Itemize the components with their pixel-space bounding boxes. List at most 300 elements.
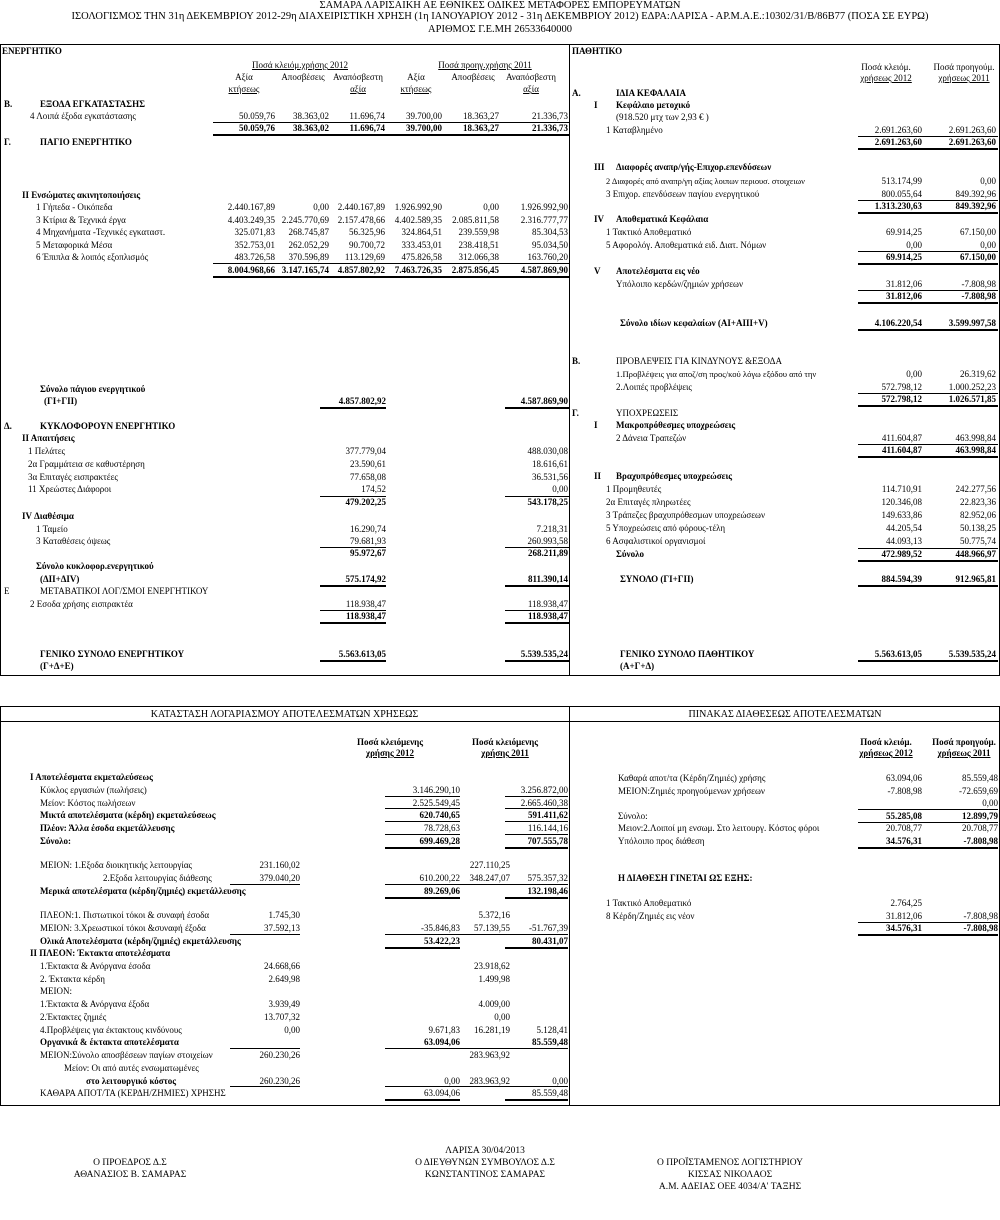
fixed-total-label: Σύνολο πάγιου ενεργητικού [40, 384, 146, 394]
income-value-cell: 63.094,06 [424, 1037, 460, 1047]
income-rule [505, 1099, 568, 1101]
value-cell: -7.808,98 [961, 279, 996, 289]
income-value-cell: -51.767,39 [529, 923, 568, 933]
income-row-label: 2.Έκτακτες ζημιές [40, 1012, 107, 1022]
total-rule [320, 660, 386, 662]
income-value-cell: 78.728,63 [424, 823, 460, 833]
column-subheader: κτήσεως [400, 84, 432, 94]
income-value-cell: 132.198,46 [527, 886, 568, 896]
dist-2011-header: χρήσεως 2011 [937, 748, 991, 758]
income-2012-header: Ποσά κλειόμενης [356, 737, 424, 747]
value-cell: 324.864,51 [401, 227, 442, 238]
income-value-cell: 37.592,13 [264, 923, 300, 933]
dist-rule [858, 847, 998, 849]
income-value-cell: 707.555,78 [527, 836, 568, 846]
value-cell: 16.290,74 [350, 524, 386, 534]
row-label: 1 Προμηθευτές [606, 484, 662, 494]
section-code: Α. [572, 88, 581, 98]
section-code: Β. [572, 356, 581, 366]
dist-value-cell: 20.708,77 [962, 823, 998, 833]
fixed-total-label: (ΓΙ+ΓΙΙ) [44, 396, 78, 406]
results-divider [569, 706, 570, 1106]
value-cell: 1.026.571,85 [948, 394, 996, 404]
income-row-label: Ολικά Αποτελέσματα (κέρδη/ζημιές) εκμετάλλευσης [40, 936, 241, 946]
income-row-label: στο λειτουργικό κόστος [86, 1076, 177, 1086]
total-rule [505, 585, 569, 587]
row-label: 4 Λοιπά έξοδα εγκατάστασης [30, 111, 136, 121]
registry-number: ΑΡΙΘΜΟΣ Γ.Ε.ΜΗ 26533640000 [428, 24, 572, 35]
column-subheader: Αναπόσβεστη [505, 72, 557, 82]
income-value-cell: 53.422,23 [424, 936, 460, 946]
distribution-table-title: ΠΙΝΑΚΑΣ ΔΙΑΘΕΣΕΩΣ ΑΠΟΤΕΛΕΣΜΑΤΩΝ [688, 709, 882, 720]
income-rule [385, 934, 460, 935]
value-cell: 377.779,04 [345, 446, 386, 456]
dist-row-label: Μειον:2.Λοιποί μη ενσωμ. Στο λειτουργ. Κόστος φόροι [618, 823, 820, 833]
value-cell: 39.700,00 [406, 111, 442, 121]
income-row-label: Πλέον: Άλλα έσοδα εκμετάλλευσης [40, 823, 175, 833]
column-subheader: Αξία [407, 72, 425, 82]
income-row-label: ΙΙ ΠΛΕΟΝ: Έκτακτα αποτελέσματα [30, 948, 171, 958]
value-cell: 85.304,53 [532, 227, 568, 238]
value-cell: 1.000.252,23 [948, 382, 996, 392]
grand-total-label: (Α+Γ+Δ) [620, 661, 655, 671]
value-cell: 82.952,06 [960, 510, 996, 520]
subtotal-rule [213, 263, 569, 264]
value-cell: 463.998,84 [955, 433, 996, 443]
total-rule [858, 405, 998, 407]
income-rule [385, 834, 460, 835]
income-row-label: Μείον: Κόστος πωλήσεων [40, 798, 136, 808]
income-value-cell: -35.846,83 [421, 923, 460, 933]
value-cell: 800.055,64 [881, 189, 922, 199]
income-row-label: ΚΑΘΑΡΑ ΑΠΟΤ/ΤΑ (ΚΕΡΔΗ/ΖΗΜΙΕΣ) ΧΡΗΣΗΣ [40, 1088, 226, 1098]
liab-2011-header: Ποσά προηγούμ. [933, 62, 995, 72]
value-cell: 77.658,08 [350, 471, 386, 482]
income-row-label: 4.Προβλέψεις για έκτακτους κινδύνους [40, 1025, 182, 1035]
value-cell: 18.363,27 [463, 111, 499, 121]
value-cell: 448.966,97 [955, 549, 996, 559]
value-cell: 370.596,89 [288, 252, 329, 263]
income-value-cell: 699.469,28 [419, 836, 460, 846]
row-label: 2α Επιταγές πληρωτέες [606, 497, 691, 507]
value-cell: 0,00 [483, 202, 499, 212]
value-cell: 11.696,74 [349, 111, 385, 121]
income-value-cell: 283.963,92 [469, 1076, 510, 1086]
value-cell: 56.325,96 [349, 227, 385, 238]
dist-row-label: Υπόλοιπο προς διάθεση [618, 836, 705, 846]
value-cell: 352.753,01 [234, 239, 275, 250]
income-value-cell: 89.269,06 [424, 886, 460, 896]
income-rule [505, 847, 568, 849]
income-rule [230, 1048, 300, 1049]
subtotal-2011: 543.178,25 [527, 497, 568, 507]
value-cell: 4.587.869,90 [520, 265, 568, 275]
value-cell: 463.998,84 [955, 445, 996, 455]
value-cell: 163.760,20 [527, 252, 568, 263]
income-rule [385, 1048, 460, 1049]
value-cell: 572.798,12 [881, 394, 922, 404]
income-row-label: Κύκλος εργασιών (πωλήσεις) [40, 785, 147, 795]
column-subheader: Αναπόσβεστη [332, 72, 384, 82]
income-row-label: 2. Έκτακτα κέρδη [40, 974, 105, 984]
value-cell: 849.392,96 [955, 189, 996, 199]
liab-2011-header: χρήσεως 2011 [938, 73, 990, 83]
value-cell: 884.594,39 [881, 574, 922, 584]
value-cell: 0,00 [980, 240, 996, 250]
value-cell: 38.363,02 [293, 123, 329, 133]
dist-value-cell: 85.559,48 [962, 773, 998, 783]
president-role: Ο ΠΡΟΕΔΡΟΣ Δ.Σ [93, 1158, 167, 1168]
value-cell: 1.926.992,90 [520, 202, 568, 212]
dist-value-cell: -7.808,98 [963, 911, 998, 921]
income-row-label: ΜΕΙΟΝ: 1.Εξοδα διοικητικής λειτουργίας [40, 860, 193, 870]
income-value-cell: 4.009,00 [478, 999, 510, 1009]
total-rule [858, 148, 998, 150]
value-cell: 50.138,25 [960, 523, 996, 533]
row-label: 3 Καταθέσεις όψεως [36, 536, 111, 546]
income-rule [385, 947, 460, 949]
grand-total-label: ΓΕΝΙΚΟ ΣΥΝΟΛΟ ΠΑΘΗΤΙΚΟΥ [620, 649, 755, 659]
income-value-cell: 348.247,07 [469, 873, 510, 883]
total-rule [858, 263, 998, 265]
row-label: 5 Υποχρεώσεις από φόρους-τέλη [606, 523, 726, 533]
value-cell: 21.336,73 [532, 111, 568, 121]
row-label: 2.Λοιπές προβλέψεις [616, 382, 692, 392]
value-cell: 5.563.613,05 [874, 649, 922, 659]
subsection-code: ΙV [594, 214, 605, 224]
column-subheader: αξία [523, 84, 539, 94]
income-rule [505, 897, 568, 899]
dist-2012-header: χρήσεως 2012 [859, 748, 913, 758]
income-row-label: Οργανικά & έκτακτα αποτελέσματα [40, 1037, 179, 1047]
income-2011-header: Ποσά κλειόμενης [471, 737, 539, 747]
ceo-role: Ο ΔΙΕΥΘΥΝΩΝ ΣΥΜΒΟΥΛΟΣ Δ.Σ [415, 1158, 555, 1168]
row-label: 11 Χρεώστες Διάφοροι [28, 484, 112, 495]
income-value-cell: 379.040,20 [259, 873, 300, 883]
row-label: 2α Γραμμάτεια σε καθυστέρηση [28, 458, 145, 469]
subtotal-2012: 479.202,25 [345, 497, 386, 507]
subsection-label: Βραχυπρόθεσμες υποχρεώσεις [616, 471, 733, 481]
liab-2012-header: Ποσά κλειόμ. [861, 62, 911, 72]
value-cell: 44.205,54 [886, 523, 922, 533]
value-cell: 44.093,13 [886, 536, 922, 546]
income-row-label: ΜΕΙΟΝ: 3.Χρεωστικοί τόκοι &συναφή έξοδα [40, 923, 206, 933]
value-cell: 11.696,74 [349, 123, 385, 133]
income-rule [505, 821, 568, 822]
column-subheader: κτήσεως [228, 84, 260, 94]
equity-total-label: Σύνολο ιδίων κεφαλαίων (ΑΙ+ΑΙΙΙ+V) [620, 318, 768, 328]
income-2011-header: χρήσης 2011 [481, 748, 529, 758]
value-cell: 114.710,91 [881, 484, 922, 494]
total-rule [320, 622, 386, 624]
value-cell: 849.392,96 [955, 201, 996, 211]
income-row-label: Μερικά αποτελέσματα (κέρδη/ζημιές) εκμετάλλευσης [40, 886, 246, 896]
assets-2011-header: Ποσά προηγ.χρήσης 2011 [438, 60, 532, 70]
column-subheader: Αξία [235, 72, 253, 82]
row-label: 6 Ασφαλιστικοί οργανισμοί [606, 536, 706, 546]
subsection-code: ΙΙΙ [594, 162, 605, 172]
value-cell: 113.129,69 [344, 252, 385, 263]
subtotal-label: Σύνολο [616, 549, 644, 559]
income-value-cell: 0,00 [494, 1012, 510, 1022]
grand-total-2012: 5.563.613,05 [338, 649, 386, 659]
dist-value-cell: -72.659,69 [959, 786, 998, 796]
section-code: Γ. [572, 408, 579, 418]
row-label: 2 Διαφορές από αναπρ/γη αξίας λοιπων περιουσ. στοιχειων [606, 177, 805, 186]
grand-total-2011: 5.539.535,24 [520, 649, 568, 659]
income-rule [230, 884, 300, 885]
dist-value-cell: -7.808,98 [887, 786, 922, 796]
current-total-2011: 811.390,14 [527, 574, 568, 584]
section-code: Δ. [4, 421, 12, 431]
value-cell: 120.346,08 [881, 497, 922, 507]
income-rule [455, 1086, 510, 1087]
income-rule [505, 834, 568, 835]
row-label: 3α Επιταγές εισπρακτέες [28, 471, 118, 482]
value-cell: 1.926.992,90 [394, 202, 442, 212]
row-label: 1 Πελάτες [28, 446, 66, 456]
row-label: 1 Ταμείο [36, 524, 68, 534]
subsection-label: Αποθεματικά Κεφάλαια [616, 214, 709, 224]
dist-rule [858, 822, 998, 823]
subsection-label: ΙΙ Απαιτήσεις [22, 433, 75, 443]
subsection-code: Ι [594, 100, 598, 110]
assets-2012-header: Ποσά κλειόμ.χρήσης 2012 [251, 60, 349, 70]
section-code: Ε [4, 586, 10, 596]
dist-row-label: Καθαρά αποτ/τα (Κέρδη/Ζημιές) χρήσης [618, 773, 766, 783]
value-cell: 268.745,87 [288, 227, 329, 238]
income-rule [385, 847, 460, 849]
income-rule [385, 1099, 460, 1101]
total-rule [505, 407, 569, 409]
value-cell: 174,52 [361, 484, 386, 495]
value-cell: 69.914,25 [886, 227, 922, 237]
income-value-cell: 23.918,62 [474, 961, 510, 971]
income-rule [505, 884, 568, 885]
dist-rule [858, 934, 998, 936]
value-cell: 333.453,01 [401, 239, 442, 250]
income-value-cell: 0,00 [444, 1076, 460, 1086]
current-total-2012: 575.174,92 [345, 574, 386, 584]
dist-value-cell: 34.576,31 [886, 836, 922, 846]
total-rule [858, 302, 998, 304]
dist-2012-header: Ποσά κλειόμ. [860, 737, 912, 747]
value-cell: 21.336,73 [532, 123, 568, 133]
total-rule [858, 560, 998, 562]
value-cell: 4.857.802,92 [337, 265, 385, 275]
dist-value-cell: 12.899,79 [962, 811, 998, 821]
value-cell: 2.085.811,58 [452, 214, 499, 225]
income-value-cell: 13.707,32 [264, 1012, 300, 1022]
row-label: 3 Τράπεζες βραχυπρόθεσμων υποχρεώσεων [606, 510, 766, 520]
column-subheader: Αποσβέσεις [281, 72, 325, 82]
total-rule [320, 407, 386, 409]
value-cell: 2.245.770,69 [281, 214, 329, 225]
income-row-label: 1.Έκτακτα & Ανόργανα έσοδα [40, 961, 151, 971]
value-cell: 31.812,06 [886, 291, 922, 301]
dist-row-label: 1 Τακτικό Αποθεματικό [606, 898, 692, 908]
income-value-cell: 116.144,16 [527, 823, 568, 833]
dist-value-cell: 31.812,06 [886, 911, 922, 921]
row-label: 5 Αφορολόγ. Αποθεματικά ειδ. Διατ. Νόμων [606, 240, 767, 250]
income-value-cell: 5.128,41 [536, 1025, 568, 1035]
value-cell: 3.147.165,74 [281, 265, 329, 275]
income-value-cell: 227.110,25 [469, 860, 510, 870]
dist-row-label: Σύνολο: [618, 811, 648, 821]
value-cell: 22.823,36 [960, 497, 996, 507]
subsection-label: Κεφάλαιο μετοχικό [616, 100, 691, 110]
section-code: Γ. [4, 137, 11, 147]
value-cell: 0,00 [313, 202, 329, 212]
income-value-cell: 620.740,65 [419, 810, 460, 820]
value-cell: 2.440.167,89 [227, 202, 275, 212]
row-label: 6 Έπιπλα & λοιπός εξοπλισμός [36, 252, 149, 263]
value-cell: 50.059,76 [239, 111, 275, 121]
subsection-code: ΙΙ [594, 471, 602, 481]
balance-sheet-divider [569, 44, 570, 676]
income-value-cell: 57.139,55 [474, 923, 510, 933]
section-label: ΙΔΙΑ ΚΕΦΑΛΑΙΑ [616, 88, 687, 98]
value-cell: 2.691.263,60 [948, 125, 996, 135]
value-cell: 118.938,47 [345, 599, 386, 609]
income-rule [230, 934, 300, 935]
value-cell: 118.938,47 [527, 599, 568, 609]
row-label: 3 Επιχορ. επενδύσεων παγίου ενεργητικού [606, 189, 760, 199]
total-rule [858, 329, 998, 331]
income-row-label: ΠΛΕΟΝ:1. Πιστωτικοί τόκοι & συναφή έσοδα [40, 910, 210, 920]
value-cell: 238.418,51 [458, 239, 499, 250]
value-cell: 79.681,93 [350, 536, 386, 546]
dist-row-label: 8 Κέρδη/Ζημιές εις νέον [606, 911, 695, 921]
income-section-label: Ι Αποτελέσματα εκμεταλεύσεως [30, 772, 153, 782]
row-label: 1 Γήπεδα - Οικόπεδα [36, 202, 113, 212]
income-rule [505, 808, 568, 809]
column-subheader: αξία [350, 84, 366, 94]
income-value-cell: 2.665.460,38 [520, 798, 568, 808]
value-cell: 18.616,61 [532, 458, 568, 469]
value-cell: 3.599.997,58 [948, 318, 996, 328]
value-cell: 149.633,86 [881, 510, 922, 520]
income-rule [455, 934, 510, 935]
income-value-cell: 5.372,16 [478, 910, 510, 920]
value-cell: 2.157.478,66 [337, 214, 385, 225]
ceo-name: ΚΩΝΣΤΑΝΤΙΝΟΣ ΣΑΜΑΡΑΣ [424, 1170, 546, 1180]
value-cell: 411.604,87 [881, 445, 922, 455]
value-cell: 472.989,52 [881, 549, 922, 559]
value-cell: 26.319,62 [960, 369, 996, 379]
income-value-cell: 260.230,26 [259, 1050, 300, 1060]
fixed-total-2011: 4.587.869,90 [520, 396, 568, 406]
income-rule [385, 821, 460, 822]
income-rule [230, 1086, 300, 1087]
value-cell: 2.691.263,60 [874, 137, 922, 147]
value-cell: 2.691.263,60 [874, 125, 922, 135]
value-cell: 67.150,00 [960, 227, 996, 237]
income-rule [505, 1086, 568, 1087]
income-value-cell: 1.745,30 [268, 910, 300, 920]
row-label: 4 Μηχανήματα -Τεχνικές εγκαταστ. [36, 227, 166, 238]
income-row-label: ΜΕΙΟΝ: [40, 986, 72, 996]
value-cell: 0,00 [980, 176, 996, 186]
total-rule [858, 660, 998, 662]
income-rule [385, 796, 460, 797]
balance-sheet-title: ΙΣΟΛΟΓΙΣΜΟΣ ΤΗΝ 31η ΔΕΚΕΜΒΡΙΟΥ 2012-29η ΔΙΑΧΕΙΡΙΣΤΙΚΗ ΧΡΗΣΗ (1η ΙΑΝΟΥΑΡΙΟΥ 2012 - 31η ΔΕΚΕΜΒΡΙΟΥ 2012) ΕΔΡΑ:ΛΑΡΙΣΑ - ΑΡ.Μ.Α.Ε.:10302/31/Β/86Β77 (ΠΟΣΑ ΣΕ ΕΥΡΩ) [71, 11, 929, 22]
income-value-cell: 85.559,48 [532, 1088, 568, 1098]
income-value-cell: 0,00 [552, 1076, 568, 1086]
value-cell: 67.150,00 [960, 252, 996, 262]
income-rule [385, 808, 460, 809]
subsection-label: Μακροπρόθεσμες υποχρεώσεις [616, 420, 736, 430]
value-cell: 912.965,81 [955, 574, 996, 584]
row-label: 5 Μεταφορικά Μέσα [36, 239, 113, 250]
total-rule [505, 660, 569, 662]
section-label: ΠΡΟΒΛΕΨΕΙΣ ΓΙΑ ΚΙΝΔΥΝΟΥΣ &ΕΞΟΔΑ [616, 356, 782, 366]
income-rule [385, 897, 460, 899]
value-cell: -7.808,98 [961, 291, 996, 301]
subsection-code: V [594, 266, 601, 276]
subsection-label: Διαφορές αναπρ/γής-Επιχορ.επενδύσεων [616, 162, 772, 172]
subsection-code: Ι [594, 420, 598, 430]
subtotal-2011: 118.938,47 [527, 611, 568, 621]
value-cell: 475.826,58 [401, 252, 442, 263]
disposition-label: Η ΔΙΑΘΕΣΗ ΓΙΝΕΤΑΙ ΩΣ ΕΞΗΣ: [618, 873, 753, 883]
income-value-cell: 24.668,66 [264, 961, 300, 971]
value-cell: 239.559,98 [458, 227, 499, 238]
value-cell: 31.812,06 [886, 279, 922, 289]
income-value-cell: 0,00 [284, 1025, 300, 1035]
dist-2011-header: Ποσά προηγούμ. [932, 737, 996, 747]
dist-rule [858, 809, 998, 810]
value-cell: 0,00 [552, 484, 568, 495]
dist-total-2012: 34.576,31 [886, 923, 922, 933]
value-cell: 4.403.249,35 [227, 214, 275, 225]
chief-accountant-license: Α.Μ. ΑΔΕΙΑΣ ΟΕΕ 4034/Α' ΤΑΞΗΣ [658, 1182, 802, 1192]
value-cell: 50.059,76 [239, 123, 275, 133]
value-cell: 18.363,27 [463, 123, 499, 133]
income-2012-header: χρήσης 2012 [365, 748, 415, 758]
current-total-label: (ΔΙΙ+ΔΙV) [40, 574, 80, 584]
total-rule [320, 585, 386, 587]
income-statement-title: ΚΑΤΑΣΤΑΣΗ ΛΟΓΑΡΙΑΣΜΟΥ ΑΠΟΤΕΛΕΣΜΑΤΩΝ ΧΡΗΣΕΩΣ [150, 709, 419, 720]
income-value-cell: 260.230,26 [259, 1076, 300, 1086]
value-cell: 38.363,02 [293, 111, 329, 121]
value-cell: 2.875.856,45 [451, 265, 499, 275]
dist-total-2011: -7.808,98 [963, 923, 998, 933]
row-label: Υπόλοιπο κερδών/ζημιών χρήσεων [616, 279, 744, 289]
income-row-label: 2.Εξοδα λειτουργίας διάθεσης [103, 873, 212, 883]
value-cell: 1.313.230,63 [874, 201, 922, 211]
total-rule [858, 585, 998, 587]
subsection-label: Αποτελέσματα εις νέο [616, 266, 700, 276]
value-cell: 513.174,99 [881, 176, 922, 186]
total-rule [505, 622, 569, 624]
section-label: ΜΕΤΑΒΑΤΙΚΟΙ ΛΟΓ/ΣΜΟΙ ΕΝΕΡΓΗΤΙΚΟΥ [40, 586, 209, 596]
value-cell: 0,00 [906, 240, 922, 250]
total-rule [858, 456, 998, 458]
value-cell: 411.604,87 [881, 433, 922, 443]
liabilities-title: ΠΑΘΗΤΙΚΟ [572, 46, 623, 56]
row-note: (918.520 μτχ των 2,93 € ) [616, 112, 709, 122]
value-cell: 4.402.589,35 [394, 214, 442, 225]
subtotal-2012: 95.972,67 [350, 548, 386, 558]
dist-value-cell: 0,00 [982, 798, 998, 808]
value-cell: 572.798,12 [881, 382, 922, 392]
liabilities-total-label: ΣΥΝΟΛΟ (ΓΙ+ΓΙΙ) [620, 574, 694, 584]
row-label: 3 Κτίρια & Τεχνικά έργα [36, 214, 126, 225]
value-cell: 39.700,00 [406, 123, 442, 133]
value-cell: 90.700,72 [349, 239, 385, 250]
column-subheader: Αποσβέσεις [451, 72, 495, 82]
